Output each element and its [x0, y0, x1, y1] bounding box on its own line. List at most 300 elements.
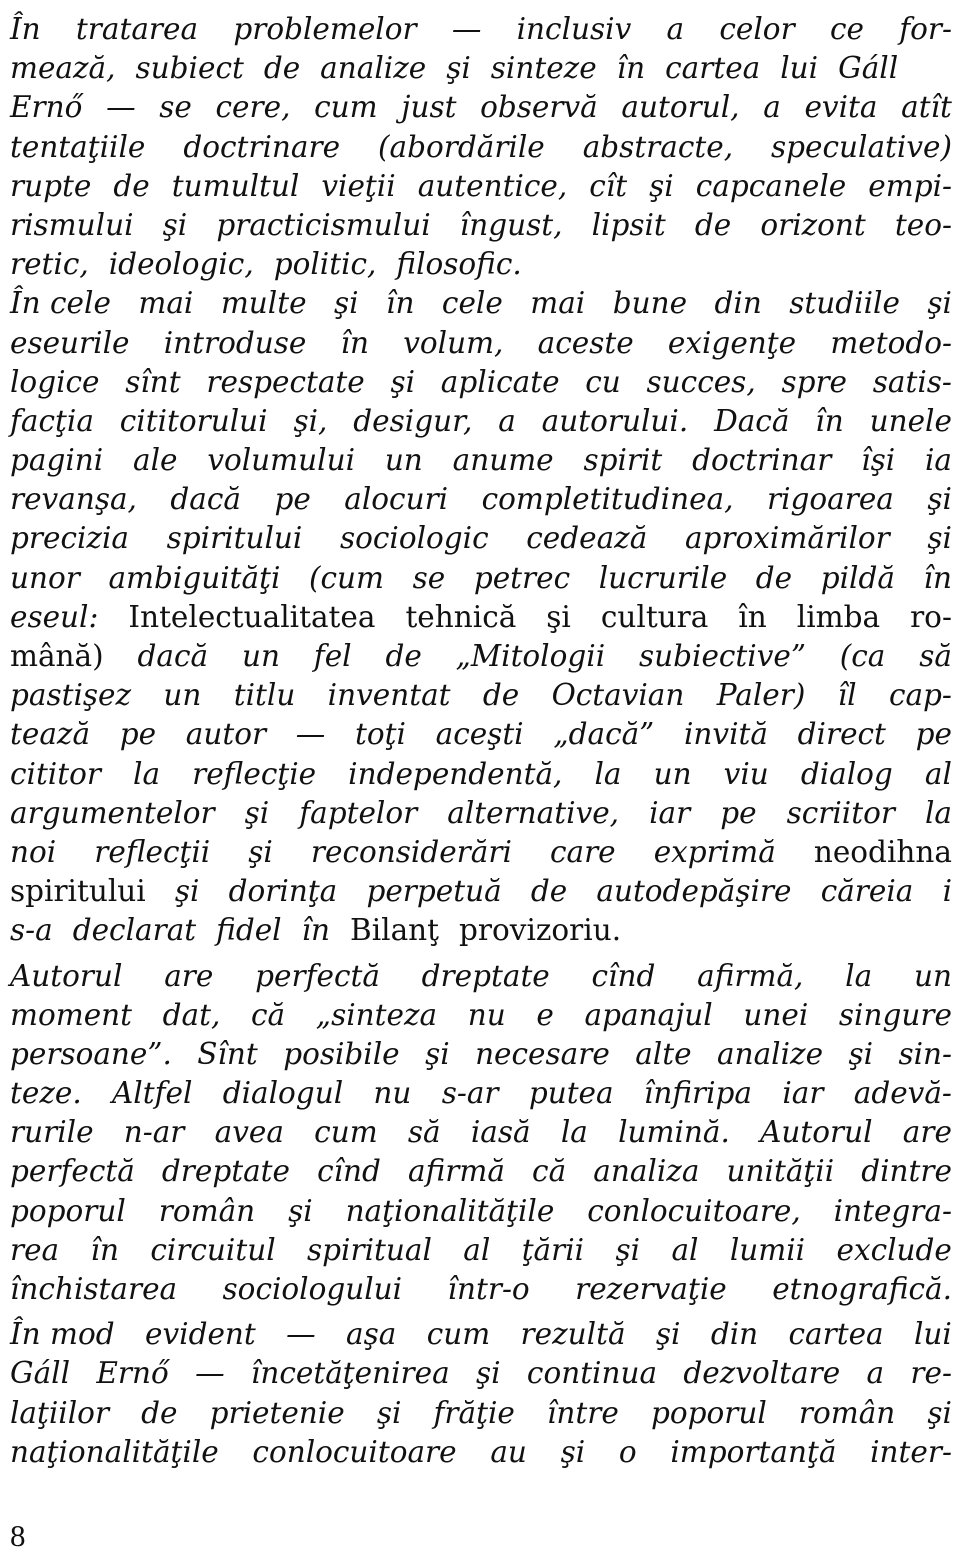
word: ia — [924, 443, 952, 478]
word: cum — [314, 1115, 378, 1150]
text-line — [10, 1074, 952, 1113]
word: rezervaţie — [575, 1272, 727, 1306]
word: aproximărilor — [684, 521, 890, 556]
word: s-a — [10, 913, 53, 948]
word: şi — [649, 168, 674, 203]
word: lucrurile — [598, 560, 728, 595]
word: al — [671, 1232, 699, 1267]
word: filosofic. — [396, 247, 522, 282]
word: şi — [244, 795, 270, 830]
word: un — [163, 678, 202, 713]
text-line — [10, 1231, 952, 1270]
word: cu — [585, 364, 621, 399]
title-word: provizoriu. — [459, 913, 622, 948]
word: lui — [780, 51, 819, 86]
text-line — [10, 245, 952, 284]
word: unei — [743, 997, 809, 1032]
word: şi — [248, 834, 273, 869]
word: la — [845, 958, 873, 993]
word: doctrinare — [183, 129, 341, 164]
word: dorinţa — [228, 874, 338, 909]
word: şi — [334, 286, 359, 321]
text-line — [10, 755, 952, 794]
word: dialogul — [222, 1076, 344, 1111]
word: şi — [927, 286, 952, 321]
word: toţi — [355, 717, 406, 752]
text-line — [10, 559, 952, 598]
word: de — [694, 207, 732, 242]
text-line — [10, 872, 952, 911]
word: la — [560, 1115, 588, 1150]
word: în — [90, 1232, 119, 1267]
word: desigur, — [353, 403, 473, 438]
word: În — [10, 12, 41, 46]
word: afirmă — [408, 1154, 505, 1189]
word: înfiripa — [643, 1076, 753, 1111]
word: şi — [927, 482, 952, 517]
word: observă — [480, 90, 598, 125]
word: inventat — [327, 678, 451, 713]
word: iasă — [470, 1115, 531, 1150]
word: român — [158, 1193, 256, 1228]
word: subiect — [135, 51, 244, 86]
word: are — [164, 958, 214, 993]
word: nu — [467, 997, 506, 1032]
word: eseurile — [10, 325, 130, 360]
word: anume — [452, 443, 554, 478]
word: şi — [615, 1232, 641, 1267]
word: şi — [476, 1356, 501, 1391]
word: apanajul — [584, 997, 713, 1032]
word: mează, — [10, 51, 116, 86]
word: declarat — [72, 913, 197, 948]
text-line — [10, 598, 952, 637]
word: petrec — [473, 560, 571, 595]
word: cum — [426, 1317, 491, 1352]
text-line — [10, 911, 952, 950]
word: să — [407, 1115, 441, 1150]
word: e — [536, 997, 554, 1032]
word: închistarea — [10, 1272, 178, 1306]
word: logice — [10, 364, 100, 399]
word: — — [295, 717, 326, 752]
word: dat, — [162, 997, 221, 1032]
word: încetăţenirea — [250, 1356, 450, 1391]
word: În mod — [10, 1317, 115, 1352]
word: titlu — [233, 678, 296, 713]
word: „sinteza — [315, 997, 438, 1032]
title-word: ro- — [910, 599, 952, 634]
word: „Mitologii — [455, 639, 606, 673]
word: (abordările — [378, 129, 545, 164]
word: etnografică. — [772, 1272, 952, 1306]
word: (ca — [839, 639, 886, 673]
word: rurile — [10, 1115, 94, 1150]
word: perfectă — [10, 1154, 135, 1189]
word: Autorul — [760, 1115, 873, 1150]
word: evident — [145, 1317, 256, 1352]
word: ce — [829, 12, 864, 46]
word: pe — [720, 795, 757, 830]
word: — — [195, 1356, 225, 1391]
word: volumului — [207, 443, 356, 478]
paragraph — [10, 10, 952, 951]
word: just — [401, 90, 457, 125]
word: persoane”. — [10, 1036, 172, 1071]
word: fidel — [216, 913, 282, 948]
word: pe — [915, 717, 952, 752]
word: şi — [288, 1193, 313, 1228]
word: conlocuitoare — [252, 1434, 457, 1469]
word: facţia — [10, 403, 94, 438]
text-line — [10, 284, 952, 323]
word: rezultă — [520, 1317, 626, 1352]
word: îşi — [861, 443, 896, 478]
word: perpetuă — [366, 874, 502, 909]
word: laţiilor — [10, 1395, 110, 1430]
word: sinteze — [490, 51, 597, 86]
word: Dacă — [714, 403, 790, 438]
word: În cele — [10, 286, 111, 321]
title-word: spiritului — [10, 874, 146, 909]
word: în — [340, 325, 369, 360]
word: evita — [804, 90, 878, 125]
word: aceşti — [435, 717, 524, 752]
word: mai — [530, 286, 586, 321]
word: şi — [425, 1036, 450, 1071]
word: iar — [782, 1076, 824, 1111]
word: autodepăşire — [596, 874, 792, 909]
word: conlocuitoare, — [587, 1193, 801, 1228]
word: — — [451, 12, 482, 46]
word: cît — [589, 168, 628, 203]
word: dreptate — [421, 958, 550, 993]
word: Octavian — [551, 678, 685, 713]
word: s-ar — [441, 1076, 499, 1111]
word: aşa — [346, 1317, 397, 1352]
word: poporul — [650, 1395, 767, 1430]
word: dacă — [137, 639, 209, 673]
word: bune — [612, 286, 688, 321]
word: din — [714, 286, 762, 321]
word: teze. — [10, 1076, 82, 1111]
word: a — [763, 90, 781, 125]
word: se — [412, 560, 446, 595]
word: studiile — [789, 286, 900, 321]
word: rismului — [10, 207, 134, 242]
word: introduse — [163, 325, 307, 360]
word: autorul, — [621, 90, 740, 125]
word: exclude — [836, 1232, 952, 1267]
word: de — [113, 168, 150, 203]
word: cititor — [10, 756, 101, 791]
word: a — [498, 403, 516, 438]
word: alte — [635, 1036, 692, 1071]
page-text — [10, 10, 952, 1472]
word: şi — [390, 364, 416, 399]
word: a — [666, 12, 685, 46]
word: la — [594, 756, 622, 791]
text-line — [10, 88, 952, 127]
word: respectate — [206, 364, 365, 399]
word: din — [710, 1317, 759, 1352]
word: cînd — [317, 1154, 381, 1189]
word: care — [549, 834, 616, 869]
word: autentice, — [417, 168, 568, 203]
word: inter- — [870, 1434, 952, 1469]
word: în — [386, 286, 415, 321]
title-word: tehnică — [405, 599, 517, 634]
word: perfectă — [255, 958, 380, 993]
word: precizia — [10, 521, 129, 556]
word: analize — [716, 1036, 824, 1071]
word: cartea — [788, 1317, 884, 1352]
word: cartea — [665, 51, 761, 86]
word: invită — [683, 717, 768, 752]
text-line — [10, 441, 952, 480]
word: reflecţie — [192, 756, 317, 791]
word: de — [482, 678, 520, 713]
word: teo- — [894, 207, 952, 242]
word: Altfel — [112, 1076, 193, 1111]
text-line — [10, 1152, 952, 1191]
text-line — [10, 957, 952, 996]
word: la — [924, 795, 952, 830]
word: cele — [441, 286, 503, 321]
word: moment — [10, 997, 133, 1032]
word: că — [251, 997, 286, 1032]
word: sînt — [125, 364, 181, 399]
word: subiective” — [638, 639, 806, 673]
text-line — [10, 324, 952, 363]
title-word: neodihna — [813, 834, 952, 869]
word: de — [263, 51, 301, 86]
word: viu — [723, 756, 769, 791]
word: între — [546, 1395, 619, 1430]
word: inclusiv — [516, 12, 632, 46]
word: tratarea — [75, 12, 199, 46]
text-line — [10, 480, 952, 519]
word: lipsit — [591, 207, 666, 242]
word: alocuri — [344, 482, 449, 517]
word: căreia — [820, 874, 914, 909]
word: succes, — [646, 364, 756, 399]
word: de — [755, 560, 793, 595]
word: celor — [719, 12, 795, 46]
word: exprimă — [653, 834, 776, 869]
title-word: în — [738, 599, 767, 634]
word: pagini — [10, 443, 104, 478]
word: a — [866, 1356, 885, 1391]
word: singure — [838, 997, 952, 1032]
word: iar — [649, 795, 691, 830]
word: importanţă — [670, 1434, 837, 1469]
word: cum — [314, 90, 378, 125]
word: ideologic, — [108, 247, 254, 282]
word: cere, — [215, 90, 291, 125]
word: sociologului — [222, 1272, 403, 1306]
word: ale — [133, 443, 178, 478]
word: faptelor — [299, 795, 418, 830]
word: autorului. — [541, 403, 689, 438]
text-line — [10, 49, 952, 88]
text-line — [10, 402, 952, 441]
text-line — [10, 1270, 952, 1309]
word: afirmă, — [697, 958, 804, 993]
word: adevă- — [853, 1076, 952, 1111]
word: Paler) — [716, 678, 806, 713]
paragraph — [10, 957, 952, 1310]
word: că — [532, 1154, 567, 1189]
word: noi — [10, 834, 57, 869]
word: poporul — [10, 1193, 126, 1228]
word: la — [133, 756, 161, 791]
word: empi- — [868, 168, 952, 203]
text-line — [10, 637, 952, 676]
word: rupte — [10, 168, 92, 203]
title-word: mână) — [10, 639, 104, 673]
word: şi — [162, 207, 188, 242]
word: argumentelor — [10, 795, 215, 830]
word: al — [463, 1232, 491, 1267]
word: integra- — [833, 1193, 952, 1228]
word: cînd — [591, 958, 656, 993]
word: problemelor — [233, 12, 417, 46]
word: reconsiderări — [310, 834, 512, 869]
word: revanşa, — [10, 482, 137, 517]
word: pe — [119, 717, 157, 752]
word: orizont — [760, 207, 866, 242]
word: Ernő — [96, 1356, 169, 1391]
word: pildă — [820, 560, 895, 595]
word: naţionalităţile — [345, 1193, 555, 1228]
word: dacă — [170, 482, 241, 517]
word: cititorului — [119, 403, 268, 438]
text-line — [10, 833, 952, 872]
word: sociologic — [339, 521, 489, 556]
word: şi — [848, 1036, 874, 1071]
text-line — [10, 1113, 952, 1152]
word: şi — [927, 1395, 952, 1430]
word: doctrinar — [692, 443, 832, 478]
title-word: Bilanţ — [350, 913, 440, 948]
word: scriitor — [786, 795, 895, 830]
word: dezvoltare — [683, 1356, 841, 1391]
word: — — [106, 90, 136, 125]
text-line — [10, 996, 952, 1035]
word: şi, — [293, 403, 328, 438]
word: rigoarea — [766, 482, 894, 517]
text-line — [10, 128, 952, 167]
word: abstracte, — [582, 129, 734, 164]
word: satis- — [872, 364, 952, 399]
text-line — [10, 794, 952, 833]
word: posibile — [283, 1036, 400, 1071]
word: dintre — [861, 1154, 952, 1189]
word: de — [530, 874, 568, 909]
word: îngust, — [459, 207, 563, 242]
text-line — [10, 519, 952, 558]
word: să — [919, 639, 952, 673]
text-line — [10, 1315, 952, 1354]
page-number: 8 — [10, 1518, 26, 1553]
word: speculative) — [771, 129, 952, 164]
word: unor — [10, 560, 80, 595]
word: lumii — [729, 1232, 806, 1267]
word: ambiguităţi — [108, 560, 281, 595]
word: tumultul — [171, 168, 300, 203]
word: circuitul — [150, 1232, 276, 1267]
word: putea — [528, 1076, 614, 1111]
word: cedează — [526, 521, 648, 556]
word: nu — [373, 1076, 412, 1111]
word: de — [141, 1395, 178, 1430]
word: for- — [899, 12, 952, 46]
word: necesare — [475, 1036, 610, 1071]
title-word: Intelectualitatea — [128, 599, 376, 634]
word: se — [159, 90, 192, 125]
word: spre — [781, 364, 848, 399]
word: continua — [526, 1356, 658, 1391]
text-line — [10, 1192, 952, 1231]
word: exigenţe — [667, 325, 797, 360]
word: (cum — [309, 560, 385, 595]
word: metodo- — [830, 325, 952, 360]
word: şi — [927, 521, 952, 556]
word: român — [798, 1395, 896, 1430]
word: avea — [214, 1115, 284, 1150]
word: lui — [914, 1317, 952, 1352]
title-word: şi — [546, 599, 571, 634]
word: — — [286, 1317, 316, 1352]
word: Autorul — [10, 958, 123, 993]
word: sin- — [898, 1036, 952, 1071]
word: într-o — [447, 1272, 530, 1306]
word: analiza — [593, 1154, 700, 1189]
word: i — [942, 874, 952, 909]
word: eseul: — [10, 599, 99, 634]
word: în — [815, 403, 844, 438]
text-line — [10, 363, 952, 402]
word: unele — [869, 403, 952, 438]
word: în — [923, 560, 952, 595]
word: şi — [376, 1395, 402, 1430]
text-line — [10, 10, 952, 49]
word: politic, — [273, 247, 377, 282]
word: şi — [174, 874, 200, 909]
word: atît — [901, 90, 952, 125]
word: mai — [138, 286, 194, 321]
word: Ernő — [10, 90, 83, 125]
word: prietenie — [209, 1395, 345, 1430]
word: un — [913, 958, 952, 993]
word: pe — [274, 482, 311, 517]
word: şi — [446, 51, 471, 86]
word: aplicate — [440, 364, 560, 399]
word: al — [924, 756, 952, 791]
word: autor — [185, 717, 267, 752]
word: practicismului — [216, 207, 431, 242]
word: spiritului — [166, 521, 303, 556]
word: analize — [320, 51, 427, 86]
word: „dacă” — [553, 717, 655, 752]
text-line — [10, 715, 952, 754]
word: multe — [220, 286, 307, 321]
word: dialog — [800, 756, 893, 791]
text-line — [10, 676, 952, 715]
word: un — [241, 639, 280, 673]
word: tentaţiile — [10, 129, 146, 164]
